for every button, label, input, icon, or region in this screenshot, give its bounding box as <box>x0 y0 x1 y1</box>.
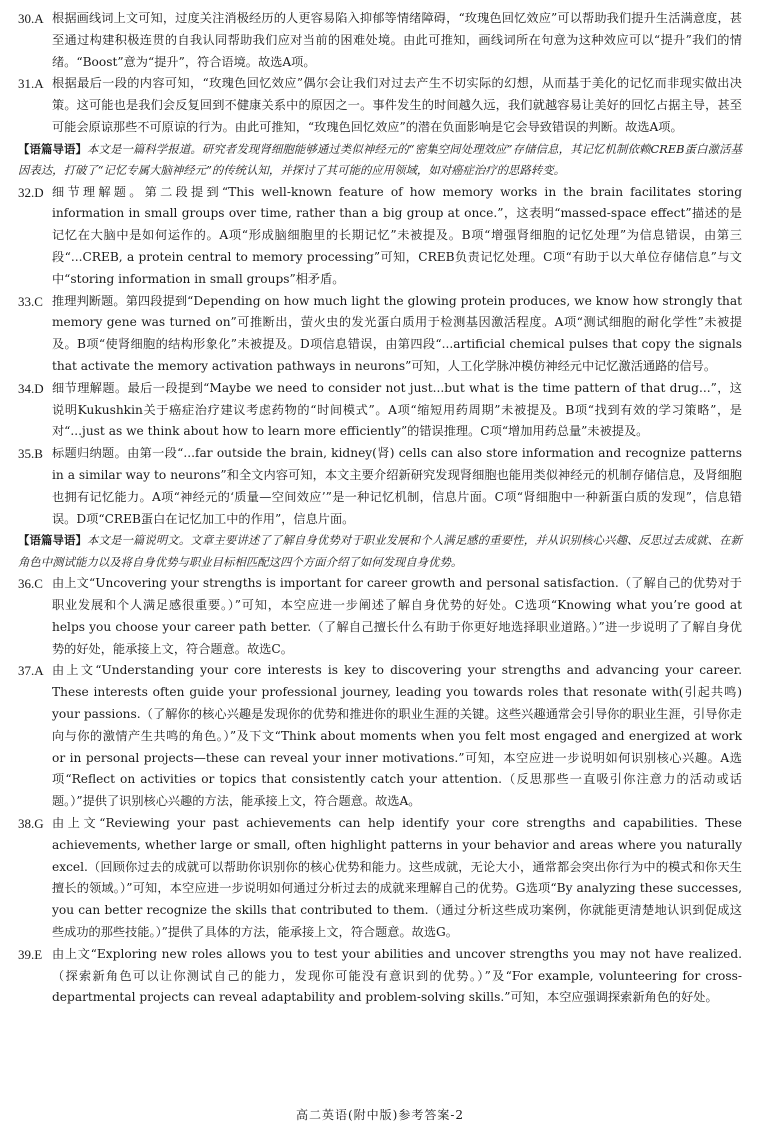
answer-explanation: 细节理解题。第二段提到“This well-known feature of how memory works in the brain facilitates storing information in small groups over time, rather than a big group at once.”，这表明“massed-space effect”描述的是记忆在大脑中是如何运作的。A项“形成脑细胞里的长期记忆”未被提及。B项“增强肾细胞的记忆处理”为信息错误，由第三段“...CREB, a protein central to memory processing”可知，CREB负责记忆处理。C项“有助于以大单位存储信息”与文中“storing information in small groups”相矛盾。 <box>52 184 742 286</box>
answer-item <box>18 813 742 944</box>
answer-item <box>18 291 742 378</box>
answer-explanation: 由上文“Understanding your core interests is key to discovering your strengths and advancing your career. These interests often guide your professional journey, leading you towards roles that resonate with(引起共鸣) your passions.（了解你的核心兴趣是发现你的优势和推进你的职业生涯的关键。这些兴趣通常会引导你的职业生涯，引导你走向与你的激情产生共鸣的角色。）”及下文“Think about moments when you felt most engaged and energized at work or in personal projects—these can reveal your inner motivations.”可知，本空应进一步说明如何识别核心兴趣。A选项“Reflect on activities or topics that consistently catch your attention.（反思那些一直吸引你注意力的活动或话题。）”提供了识别核心兴趣的方法，能承接上文，符合题意。故选A。 <box>52 663 742 809</box>
question-number: 34.D <box>18 380 44 396</box>
guide-text: 本文是一篇说明文。文章主要讲述了了解自身优势对于职业发展和个人满足感的重要性，并从识别核心兴趣、反思过去成就、在新角色中测试能力以及将自身优势与职业目标相匹配这四个方面介绍了如何发现自身优势。 <box>18 533 742 569</box>
page-footer: 高二英语(附中版)参考答案-2 <box>295 1108 465 1123</box>
question-number: 33.C <box>18 293 43 309</box>
answer-explanation: 根据画线词上文可知，过度关注消极经历的人更容易陷入抑郁等情绪障碍，“玫瑰色回忆效应”可以帮助我们提升生活满意度，甚至通过构建积极连贯的自我认同帮助我们应对当前的困难处境。由此可推知，画线词所在句意为这种效应可以“提升”我们的情绪。“Boost”意为“提升”，符合语境。故选A项。 <box>52 11 742 69</box>
question-number: 31.A <box>18 76 44 92</box>
answer-item <box>18 944 742 1009</box>
passage-guide <box>18 530 742 573</box>
guide-text: 本文是一篇科学报道。研究者发现肾细胞能够通过类似神经元的“密集空间处理效应”存储信息，其记忆机制依赖CREB蛋白激活基因表达，打破了“记忆专属大脑神经元”的传统认知，并探讨了其可能的应用领域，如对癌症治疗的思路转变。 <box>18 141 742 178</box>
answer-item <box>18 660 742 813</box>
question-number: 35.B <box>18 446 43 462</box>
answer-explanation: 由上文“Uncovering your strengths is important for career growth and personal satisfaction.（了解自己的优势对于职业发展和个人满足感很重要。）”可知，本空应进一步阐述了解自身优势的好处。C选项“Knowing what you’re good at helps you choose your career path better.（了解自己擅长什么有助于你更好地选择职业道路。）”进一步说明了了解自身优势的好处，能承接上文，符合题意。故选C。 <box>52 576 742 656</box>
answer-explanation: 标题归纳题。由第一段“...far outside the brain, kidney(肾) cells can also store information and recognize patterns in a similar way to neurons”和全文内容可知，本文主要介绍新研究发现肾细胞也能用类似神经元的机制存储信息，及肾细胞也拥有记忆能力。A项“神经元的‘质量—空间效应’”是一种记忆机制，信息片面。C项“肾细胞中一种新蛋白质的发现”，信息错误。D项“CREB蛋白在记忆加工中的作用”，信息片面。 <box>52 446 742 526</box>
question-number: 30.A <box>18 11 44 26</box>
guide-tag: 【语篇导语】 <box>18 533 87 548</box>
answer-item <box>18 378 742 443</box>
answer-item <box>18 573 742 660</box>
answer-explanation: 由上文“Exploring new roles allows you to test your abilities and uncover strengths you may not have realized.（探索新角色可以让你测试自己的能力，发现你可能没有意识到的优势。）”及“For example, volunteering for cross-departmental projects can reveal adaptability and problem-solving skills.”可知，本空应强调探索新角色的好处。 <box>52 946 742 1005</box>
answer-item <box>18 443 742 530</box>
passage-guide <box>18 139 742 182</box>
question-number: 39.E <box>18 946 43 962</box>
answer-item <box>18 8 742 73</box>
question-number: 37.A <box>18 663 44 679</box>
answer-explanation: 细节理解题。最后一段提到“Maybe we need to consider not just...but what is the time pattern of that drug...”，这说明Kukushkin关于癌症治疗建议考虑药物的“时间模式”。A项“缩短用药周期”未被提及。B项“找到有效的学习策略”，是对“...just as we think about how to learn more efficiently”的错误推理。C项“增加用药总量”未被提及。 <box>52 380 742 439</box>
answer-explanation: 根据最后一段的内容可知，“玫瑰色回忆效应”偶尔会让我们对过去产生不切实际的幻想，从而基于美化的记忆而非现实做出决策。这可能也是我们会反复回到不健康关系中的原因之一。事件发生的时间越久远，我们就越容易让美好的回忆占据主导，甚至可能会原谅那些不可原谅的行为。由此可推知，“玫瑰色回忆效应”的潜在负面影响是它会导致错误的判断。故选A项。 <box>52 76 742 134</box>
answer-item <box>18 73 742 138</box>
answer-content <box>18 8 742 1009</box>
question-number: 32.D <box>18 184 44 200</box>
question-number: 36.C <box>18 576 43 592</box>
answer-explanation: 由上文“Reviewing your past achievements can help identify your core strengths and capabilities. These achievements, whether large or small, often highlight patterns in your behavior and areas where you naturally excel.（回顾你过去的成就可以帮助你识别你的核心优势和能力。这些成就，无论大小，通常都会突出你行为中的模式和你天生擅长的领域。）”可知，本空应进一步说明如何通过分析过去的成就来理解自己的优势。G选项“By analyzing these successes, you can better recognize the skills that contributed to them.（通过分析这些成功案例，你就能更清楚地认识到促成这些成功的那些技能。）”提供了具体的方法，能承接上文，符合题意。故选G。 <box>52 815 742 939</box>
answer-item <box>18 182 742 291</box>
question-number: 38.G <box>18 815 44 831</box>
answer-explanation: 推理判断题。第四段提到“Depending on how much light the glowing protein produces, we know how strongly that memory gene was turned on”可推断出，萤火虫的发光蛋白质用于检测基因激活程度。A项“测试细胞的耐化学性”未被提及。B项“使肾细胞的结构形象化”未被提及。D项信息错误，由第四段“...artificial chemical pulses that copy the signals that activate the memory activation pathways in neurons”可知，人工化学脉冲模仿神经元中记忆激活通路的信号。 <box>52 293 742 373</box>
guide-tag: 【语篇导语】 <box>18 141 87 156</box>
